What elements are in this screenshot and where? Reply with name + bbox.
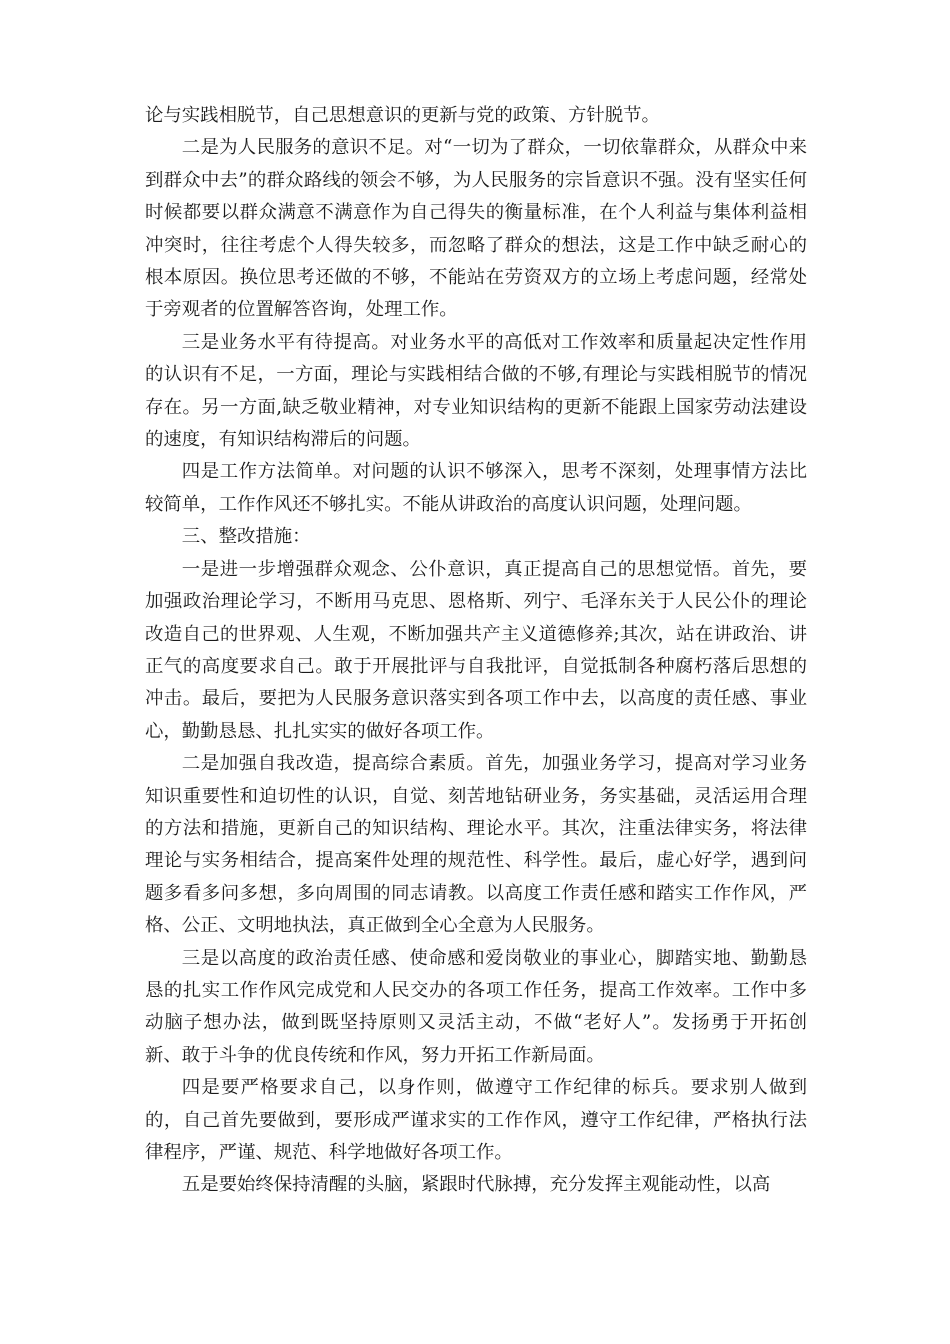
paragraph-measure-three: 三是以高度的政治责任感、使命感和爱岗敬业的事业心，脚踏实地、勤勤恳恳的扎实工作作风完成党和人民交办的各项工作任务，提高工作效率。工作中多动脑子想办法，做到既坚持原则又灵活主动，不做“老好人”。发扬勇于开拓创新、敢于斗争的优良传统和作风，努力开拓工作新局面。 (145, 947, 807, 1066)
section-heading-rectification: 三、整改措施： (181, 526, 311, 548)
paragraph-measure-one: 一是进一步增强群众观念、公仆意识，真正提高自己的思想觉悟。首先，要加强政治理论学习，不断用马克思、恩格斯、列宁、毛泽东关于人民公仆的理论改造自己的世界观、人生观，不断加强共产主义道德修养;其次，站在讲政治、讲正气的高度要求自己。敢于开展批评与自我批评，自觉抵制各种腐朽落后思想的冲击。最后，要把为人民服务意识落实到各项工作中去，以高度的责任感、事业心，勤勤恳恳、扎扎实实的做好各项工作。 (145, 558, 807, 742)
document-body (145, 100, 807, 1202)
paragraph-continuation: 论与实践相脱节，自己思想意识的更新与党的政策、方针脱节。 (145, 105, 660, 126)
paragraph-service-awareness: 二是为人民服务的意识不足。对“一切为了群众，一切依靠群众，从群众中来到群众中去”的群众路线的领会不够，为人民服务的宗旨意识不强。没有坚实任何时候都要以群众满意不满意作为自己得失的衡量标准，在个人利益与集体利益相冲突时，往往考虑个人得失较多，而忽略了群众的想法，这是工作中缺乏耐心的根本原因。换位思考还做的不够，不能站在劳资双方的立场上考虑问题，经常处于旁观者的位置解答咨询，处理工作。 (145, 137, 807, 321)
paragraph-work-method: 四是工作方法简单。对问题的认识不够深入，思考不深刻，处理事情方法比较简单，工作作风还不够扎实。不能从讲政治的高度认识问题，处理问题。 (145, 461, 807, 515)
paragraph-measure-five: 五是要始终保持清醒的头脑，紧跟时代脉搏，充分发挥主观能动性，以高 (181, 1174, 771, 1196)
paragraph-measure-four: 四是要严格要求自己，以身作则，做遵守工作纪律的标兵。要求别人做到的，自己首先要做到，要形成严谨求实的工作作风，遵守工作纪律，严格执行法律程序，严谨、规范、科学地做好各项工作。 (145, 1077, 807, 1163)
paragraph-business-level: 三是业务水平有待提高。对业务水平的高低对工作效率和质量起决定性作用的认识有不足，一方面，理论与实践相结合做的不够,有理论与实践相脱节的情况存在。另一方面,缺乏敬业精神，对专业知识结构的更新不能跟上国家劳动法建设的速度，有知识结构滞后的问题。 (145, 331, 807, 451)
paragraph-measure-two: 二是加强自我改造，提高综合素质。首先，加强业务学习，提高对学习业务知识重要性和迫切性的认识，自觉、刻苦地钻研业务，务实基础，灵活运用合理的方法和措施，更新自己的知识结构、理论水平。其次，注重法律实务，将法律理论与实务相结合，提高案件处理的规范性、科学性。最后，虚心好学，遇到问题多看多问多想，多向周围的同志请教。以高度工作责任感和踏实工作作风，严格、公正、文明地执法，真正做到全心全意为人民服务。 (145, 753, 807, 937)
